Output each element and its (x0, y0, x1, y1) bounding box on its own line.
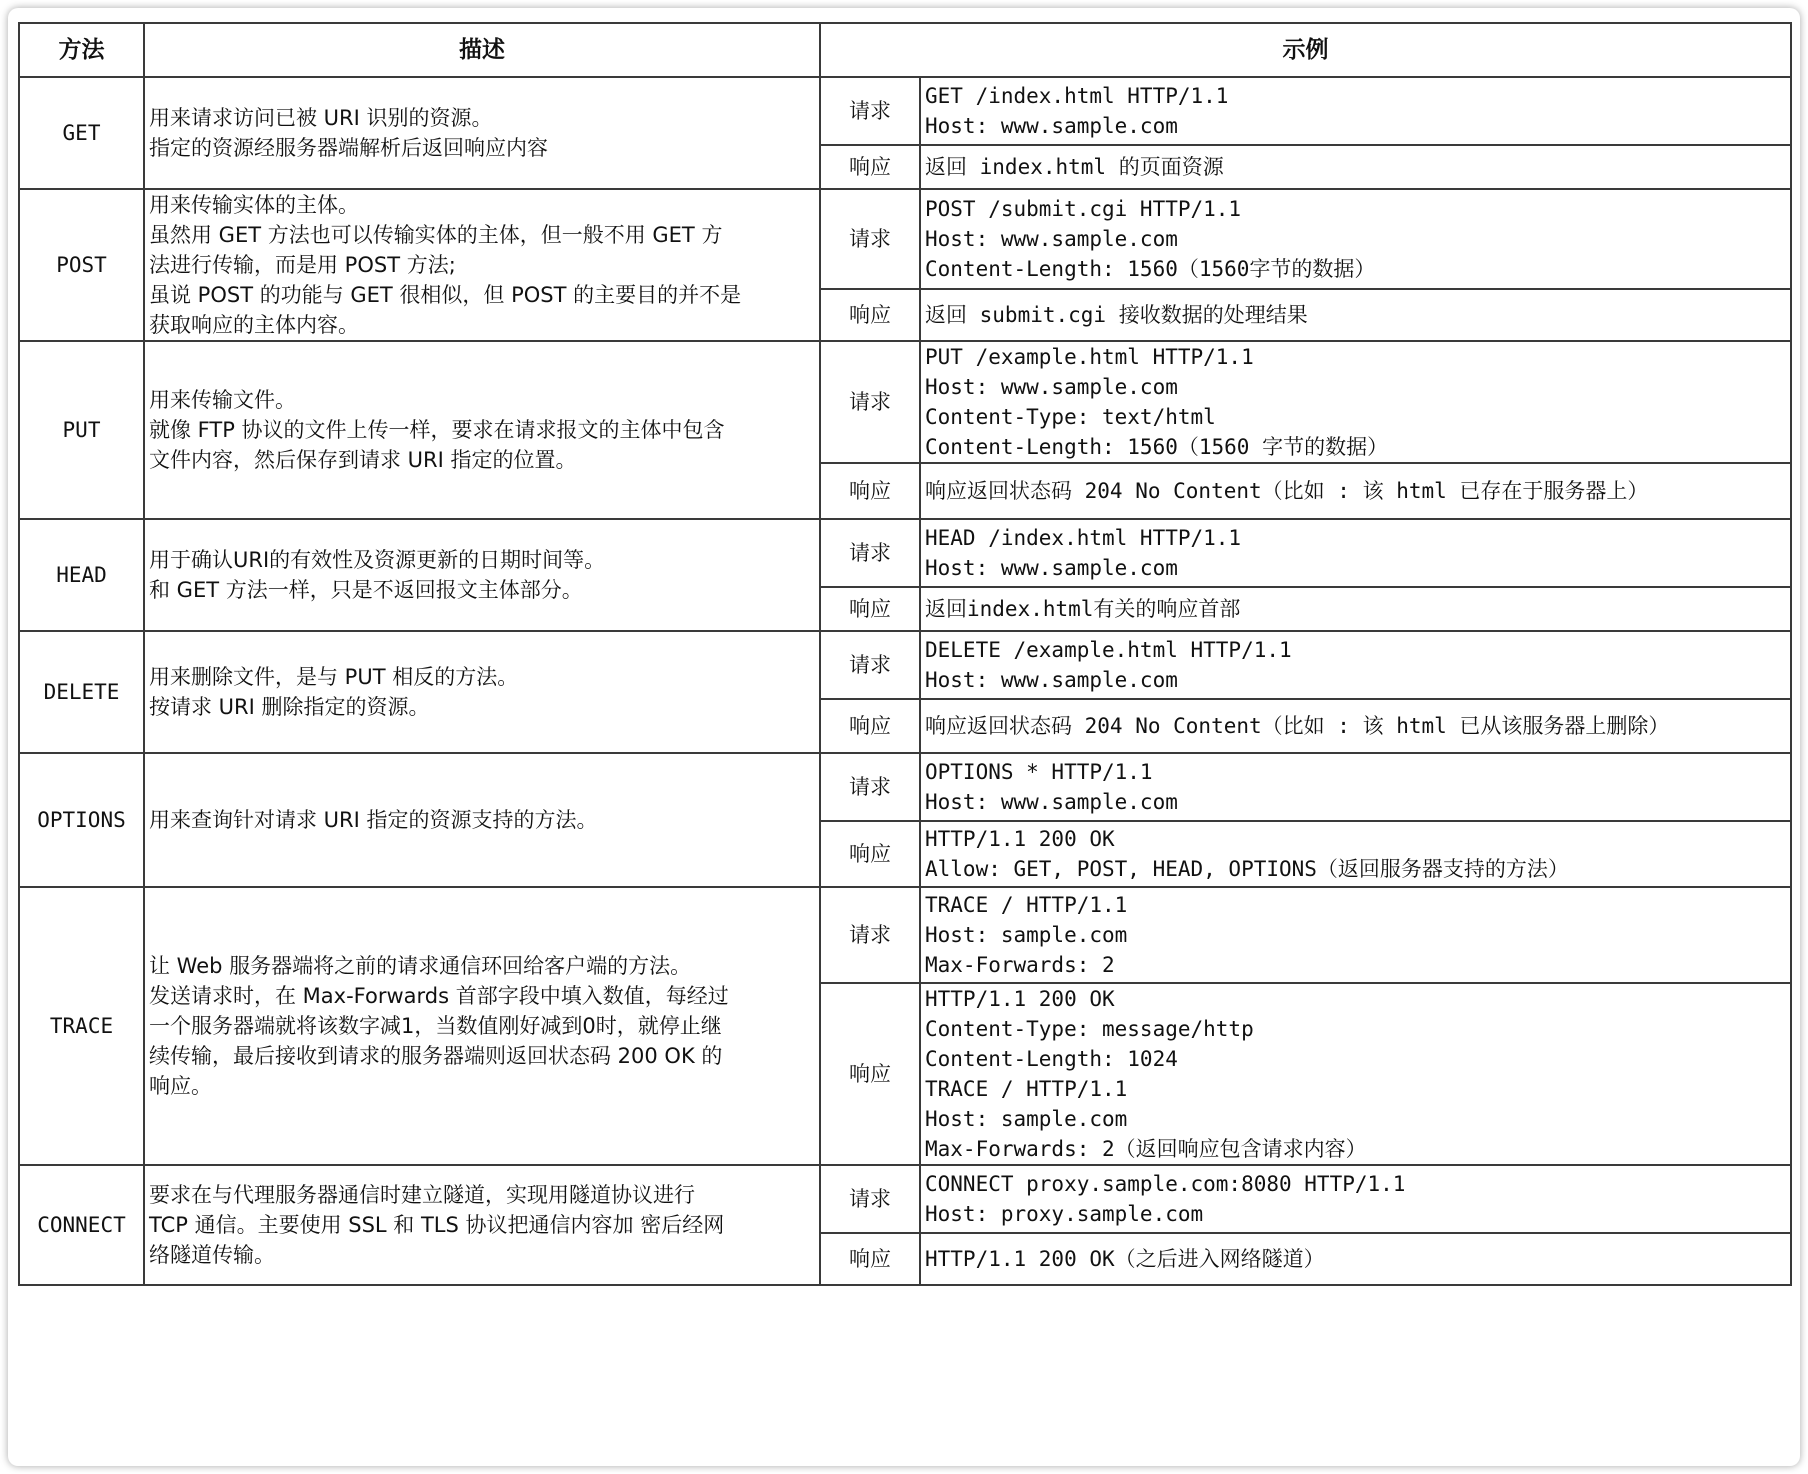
request-example (920, 341, 1791, 463)
header-method: 方法 (19, 23, 144, 77)
method-description (144, 189, 820, 341)
method-description (144, 887, 820, 1165)
table-row-get-request (19, 77, 1791, 145)
description-line: 和 GET 方法一样，只是不返回报文主体部分。 (149, 578, 583, 602)
request-line: Content-Length: 1560（1560字节的数据） (925, 256, 1376, 281)
method-description (144, 753, 820, 887)
response-label: 响应 (820, 699, 920, 753)
description-line: 虽说 POST 的功能与 GET 很相似，但 POST 的主要目的并不是 (149, 283, 742, 307)
header-example: 示例 (820, 23, 1791, 77)
response-line: HTTP/1.1 200 OK (925, 827, 1115, 851)
response-label: 响应 (820, 145, 920, 189)
http-methods-table (18, 22, 1792, 1286)
request-line: Host: sample.com (925, 923, 1128, 947)
table-row-connect-request (19, 1165, 1791, 1233)
response-line: HTTP/1.1 200 OK (925, 987, 1115, 1011)
response-line: 响应返回状态码 204 No Content（比如 : 该 html 已从该服务器上删除） (925, 714, 1670, 738)
request-line: Content-Type: text/html (925, 405, 1216, 429)
request-label: 请求 (820, 887, 920, 983)
method-name: GET (19, 77, 144, 189)
description-line: 文件内容，然后保存到请求 URI 指定的位置。 (149, 448, 577, 472)
description-line: 络隧道传输。 (149, 1243, 275, 1267)
request-label: 请求 (820, 1165, 920, 1233)
table-row-head-request (19, 519, 1791, 587)
request-line: CONNECT proxy.sample.com:8080 HTTP/1.1 (925, 1172, 1406, 1196)
response-example (920, 983, 1791, 1165)
method-name: OPTIONS (19, 753, 144, 887)
method-description (144, 77, 820, 189)
method-description (144, 341, 820, 519)
description-line: 获取响应的主体内容。 (149, 313, 359, 337)
request-example (920, 77, 1791, 145)
method-description (144, 631, 820, 753)
response-line: Allow: GET, POST, HEAD, OPTIONS（返回服务器支持的方法） (925, 857, 1569, 881)
request-label: 请求 (820, 753, 920, 821)
response-line: Content-Length: 1024 (925, 1047, 1178, 1071)
request-line: Host: www.sample.com (925, 226, 1178, 251)
description-line: 用来传输文件。 (149, 388, 296, 412)
description-line: 发送请求时，在 Max-Forwards 首部字段中填入数值，每经过 (149, 984, 729, 1008)
response-line: Max-Forwards: 2（返回响应包含请求内容） (925, 1137, 1367, 1161)
description-line: 用来请求访问已被 URI 识别的资源。 (149, 106, 493, 130)
method-name: TRACE (19, 887, 144, 1165)
response-line: TRACE / HTTP/1.1 (925, 1077, 1128, 1101)
response-label: 响应 (820, 289, 920, 341)
method-name: DELETE (19, 631, 144, 753)
request-line: Host: www.sample.com (925, 375, 1178, 399)
table-row-delete-request (19, 631, 1791, 699)
response-example (920, 289, 1791, 341)
description-line: TCP 通信。主要使用 SSL 和 TLS 协议把通信内容加 密后经网 (149, 1213, 725, 1237)
method-name: HEAD (19, 519, 144, 631)
table-row-options-request (19, 753, 1791, 821)
response-example (920, 587, 1791, 631)
description-line: 就像 FTP 协议的文件上传一样，要求在请求报文的主体中包含 (149, 418, 725, 442)
request-example (920, 753, 1791, 821)
response-label: 响应 (820, 1233, 920, 1285)
description-line: 响应。 (149, 1074, 212, 1098)
request-example (920, 519, 1791, 587)
description-line: 要求在与代理服务器通信时建立隧道，实现用隧道协议进行 (149, 1183, 695, 1207)
request-example (920, 887, 1791, 983)
response-line: 返回 submit.cgi 接收数据的处理结果 (925, 302, 1308, 327)
request-line: PUT /example.html HTTP/1.1 (925, 345, 1254, 369)
response-label: 响应 (820, 983, 920, 1165)
response-line: Content-Type: message/http (925, 1017, 1254, 1041)
request-line: Host: www.sample.com (925, 790, 1178, 814)
response-line: Host: sample.com (925, 1107, 1128, 1131)
response-example (920, 1233, 1791, 1285)
request-line: GET /index.html HTTP/1.1 (925, 84, 1229, 108)
response-line: 返回 index.html 的页面资源 (925, 155, 1224, 179)
method-description (144, 519, 820, 631)
response-label: 响应 (820, 463, 920, 519)
response-label: 响应 (820, 821, 920, 887)
description-line: 虽然用 GET 方法也可以传输实体的主体，但一般不用 GET 方 (149, 223, 723, 247)
header-row (19, 23, 1791, 77)
request-line: HEAD /index.html HTTP/1.1 (925, 526, 1242, 550)
description-line: 指定的资源经服务器端解析后返回响应内容 (149, 136, 548, 160)
description-line: 用来查询针对请求 URI 指定的资源支持的方法。 (149, 808, 598, 832)
response-example (920, 145, 1791, 189)
description-line: 用来删除文件，是与 PUT 相反的方法。 (149, 665, 519, 689)
response-example (920, 821, 1791, 887)
table-row-trace-request (19, 887, 1791, 983)
response-example (920, 699, 1791, 753)
request-label: 请求 (820, 341, 920, 463)
response-example (920, 463, 1791, 519)
response-label: 响应 (820, 587, 920, 631)
request-line: Host: proxy.sample.com (925, 1202, 1204, 1226)
request-line: Max-Forwards: 2 (925, 953, 1115, 977)
table-row-post-request (19, 189, 1791, 289)
method-name: CONNECT (19, 1165, 144, 1285)
request-label: 请求 (820, 189, 920, 289)
request-label: 请求 (820, 77, 920, 145)
request-example (920, 631, 1791, 699)
response-line: 返回index.html有关的响应首部 (925, 597, 1241, 621)
request-example (920, 189, 1791, 289)
description-line: 用来传输实体的主体。 (149, 193, 359, 217)
description-line: 一个服务器端就将该数字减1，当数值刚好减到0时，就停止继 (149, 1014, 722, 1038)
request-line: Host: www.sample.com (925, 114, 1178, 138)
request-label: 请求 (820, 519, 920, 587)
description-line: 按请求 URI 删除指定的资源。 (149, 695, 430, 719)
request-line: Host: www.sample.com (925, 556, 1178, 580)
method-name: PUT (19, 341, 144, 519)
description-line: 用于确认URI的有效性及资源更新的日期时间等。 (149, 548, 606, 572)
header-description: 描述 (144, 23, 820, 77)
request-line: Content-Length: 1560（1560 字节的数据） (925, 435, 1389, 459)
request-line: Host: www.sample.com (925, 668, 1178, 692)
request-line: POST /submit.cgi HTTP/1.1 (925, 196, 1242, 221)
method-description (144, 1165, 820, 1285)
response-line: 响应返回状态码 204 No Content（比如 : 该 html 已存在于服务器上） (925, 479, 1649, 503)
request-line: TRACE / HTTP/1.1 (925, 893, 1128, 917)
table-body (19, 77, 1791, 1285)
request-line: OPTIONS * HTTP/1.1 (925, 760, 1153, 784)
description-line: 让 Web 服务器端将之前的请求通信环回给客户端的方法。 (149, 954, 692, 978)
method-name: POST (19, 189, 144, 341)
description-line: 续传输，最后接收到请求的服务器端则返回状态码 200 OK 的 (149, 1044, 723, 1068)
request-label: 请求 (820, 631, 920, 699)
response-line: HTTP/1.1 200 OK（之后进入网络隧道） (925, 1247, 1325, 1271)
request-line: DELETE /example.html HTTP/1.1 (925, 638, 1292, 662)
table-row-put-request (19, 341, 1791, 463)
description-line: 法进行传输，而是用 POST 方法; (149, 253, 456, 277)
request-example (920, 1165, 1791, 1233)
